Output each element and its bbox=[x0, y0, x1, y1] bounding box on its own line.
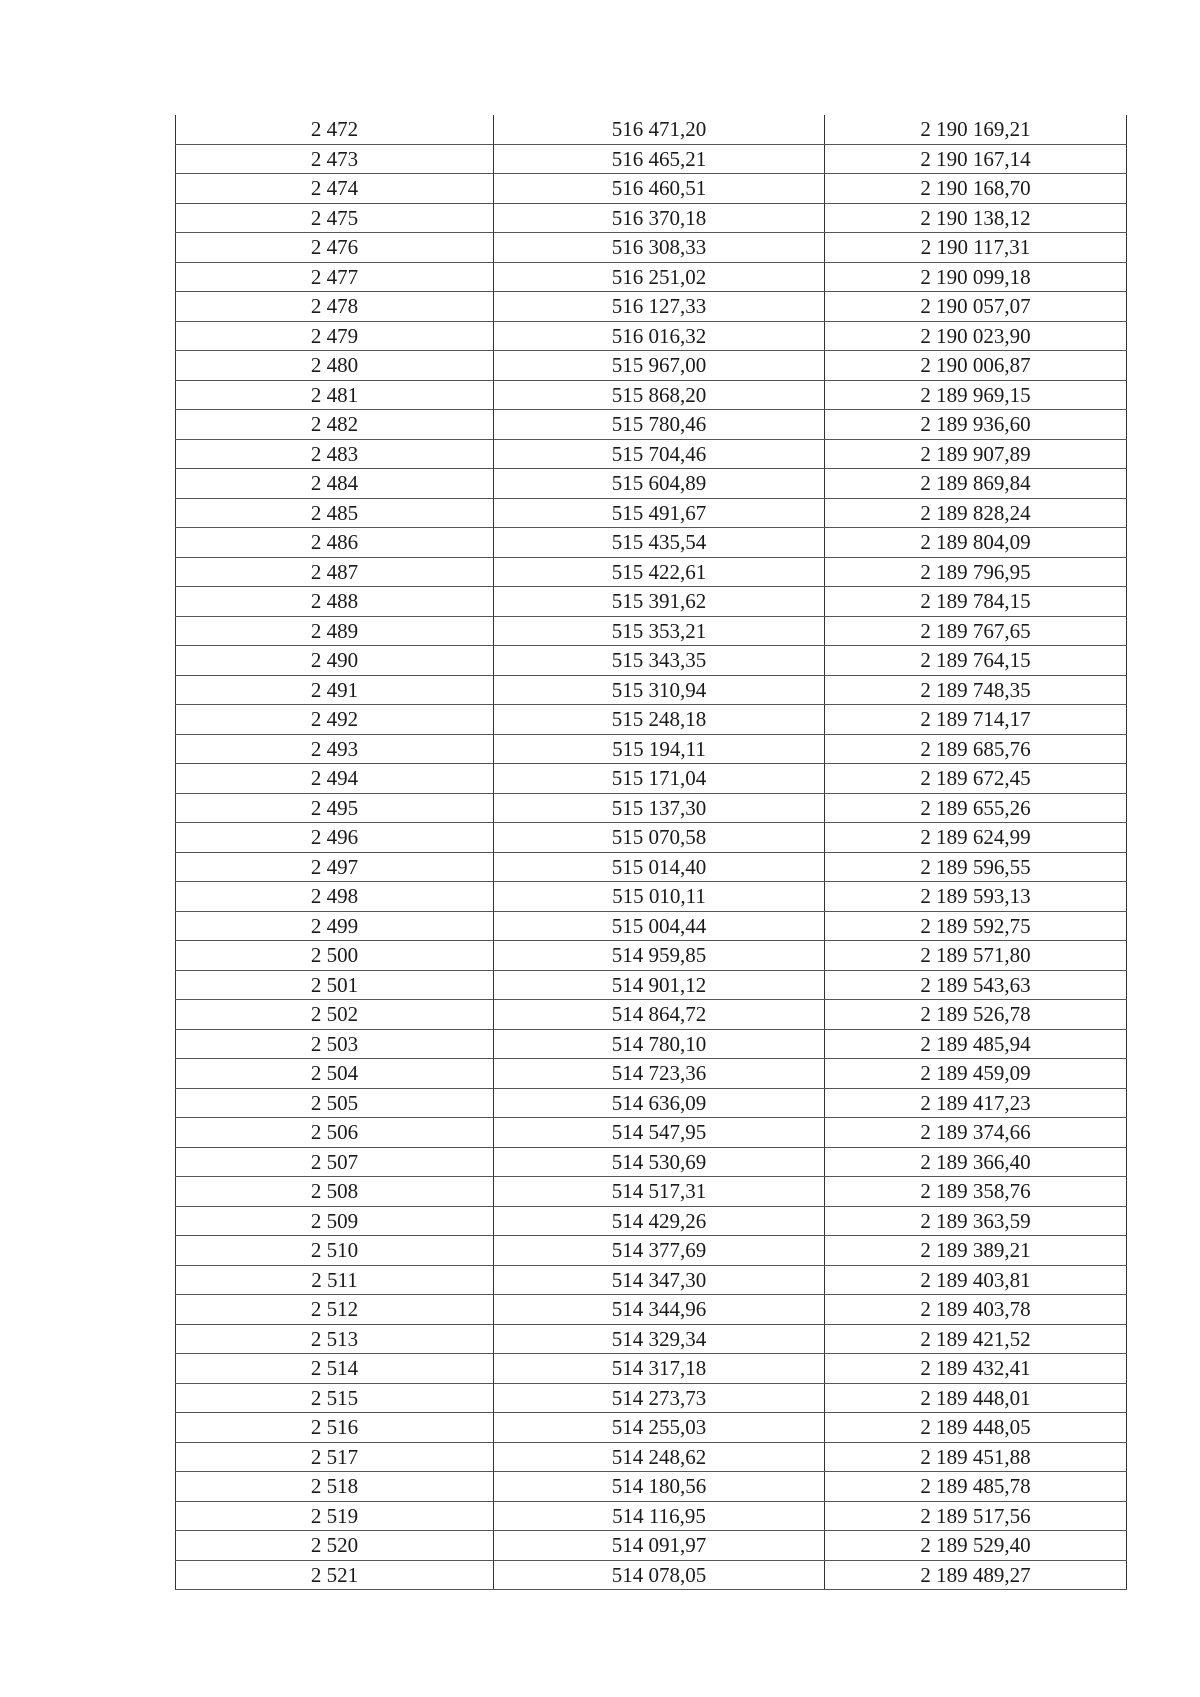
point-number-cell: 2 477 bbox=[176, 262, 494, 292]
x-coordinate-cell: 515 868,20 bbox=[494, 380, 825, 410]
y-coordinate-cell: 2 190 167,14 bbox=[825, 144, 1127, 174]
y-coordinate-cell: 2 189 767,65 bbox=[825, 616, 1127, 646]
point-number-cell: 2 475 bbox=[176, 203, 494, 233]
x-coordinate-cell: 515 967,00 bbox=[494, 351, 825, 381]
table-row bbox=[176, 705, 1127, 735]
table-row bbox=[176, 646, 1127, 676]
y-coordinate-cell: 2 189 869,84 bbox=[825, 469, 1127, 499]
point-number-cell: 2 499 bbox=[176, 911, 494, 941]
table-row bbox=[176, 292, 1127, 322]
x-coordinate-cell: 515 604,89 bbox=[494, 469, 825, 499]
y-coordinate-cell: 2 189 936,60 bbox=[825, 410, 1127, 440]
y-coordinate-cell: 2 189 655,26 bbox=[825, 793, 1127, 823]
table-row bbox=[176, 823, 1127, 853]
table-row bbox=[176, 351, 1127, 381]
table-row bbox=[176, 380, 1127, 410]
y-coordinate-cell: 2 190 168,70 bbox=[825, 174, 1127, 204]
point-number-cell: 2 508 bbox=[176, 1177, 494, 1207]
x-coordinate-cell: 514 317,18 bbox=[494, 1354, 825, 1384]
y-coordinate-cell: 2 189 417,23 bbox=[825, 1088, 1127, 1118]
y-coordinate-cell: 2 189 596,55 bbox=[825, 852, 1127, 882]
table-row bbox=[176, 233, 1127, 263]
x-coordinate-cell: 515 070,58 bbox=[494, 823, 825, 853]
point-number-cell: 2 512 bbox=[176, 1295, 494, 1325]
x-coordinate-cell: 516 460,51 bbox=[494, 174, 825, 204]
y-coordinate-cell: 2 189 593,13 bbox=[825, 882, 1127, 912]
point-number-cell: 2 519 bbox=[176, 1501, 494, 1531]
x-coordinate-cell: 515 491,67 bbox=[494, 498, 825, 528]
x-coordinate-cell: 516 465,21 bbox=[494, 144, 825, 174]
y-coordinate-cell: 2 189 526,78 bbox=[825, 1000, 1127, 1030]
table-row bbox=[176, 1029, 1127, 1059]
y-coordinate-cell: 2 189 624,99 bbox=[825, 823, 1127, 853]
x-coordinate-cell: 514 636,09 bbox=[494, 1088, 825, 1118]
point-number-cell: 2 486 bbox=[176, 528, 494, 558]
point-number-cell: 2 498 bbox=[176, 882, 494, 912]
table-row bbox=[176, 1088, 1127, 1118]
table-row bbox=[176, 1501, 1127, 1531]
table-row bbox=[176, 174, 1127, 204]
point-number-cell: 2 500 bbox=[176, 941, 494, 971]
x-coordinate-cell: 515 248,18 bbox=[494, 705, 825, 735]
point-number-cell: 2 487 bbox=[176, 557, 494, 587]
table-row bbox=[176, 1059, 1127, 1089]
point-number-cell: 2 480 bbox=[176, 351, 494, 381]
y-coordinate-cell: 2 189 517,56 bbox=[825, 1501, 1127, 1531]
table-row bbox=[176, 1354, 1127, 1384]
point-number-cell: 2 485 bbox=[176, 498, 494, 528]
y-coordinate-cell: 2 189 403,78 bbox=[825, 1295, 1127, 1325]
table-row bbox=[176, 1560, 1127, 1590]
table-row bbox=[176, 439, 1127, 469]
point-number-cell: 2 478 bbox=[176, 292, 494, 322]
point-number-cell: 2 516 bbox=[176, 1413, 494, 1443]
point-number-cell: 2 472 bbox=[176, 115, 494, 144]
table-row bbox=[176, 1000, 1127, 1030]
point-number-cell: 2 484 bbox=[176, 469, 494, 499]
table-row bbox=[176, 793, 1127, 823]
point-number-cell: 2 503 bbox=[176, 1029, 494, 1059]
point-number-cell: 2 489 bbox=[176, 616, 494, 646]
y-coordinate-cell: 2 189 448,01 bbox=[825, 1383, 1127, 1413]
y-coordinate-cell: 2 189 489,27 bbox=[825, 1560, 1127, 1590]
table-row bbox=[176, 262, 1127, 292]
x-coordinate-cell: 515 704,46 bbox=[494, 439, 825, 469]
y-coordinate-cell: 2 189 784,15 bbox=[825, 587, 1127, 617]
x-coordinate-cell: 514 901,12 bbox=[494, 970, 825, 1000]
x-coordinate-cell: 514 780,10 bbox=[494, 1029, 825, 1059]
point-number-cell: 2 506 bbox=[176, 1118, 494, 1148]
x-coordinate-cell: 515 391,62 bbox=[494, 587, 825, 617]
y-coordinate-cell: 2 189 685,76 bbox=[825, 734, 1127, 764]
point-number-cell: 2 488 bbox=[176, 587, 494, 617]
table-row bbox=[176, 1265, 1127, 1295]
table-row bbox=[176, 1177, 1127, 1207]
table-row bbox=[176, 587, 1127, 617]
table-row bbox=[176, 557, 1127, 587]
point-number-cell: 2 502 bbox=[176, 1000, 494, 1030]
x-coordinate-cell: 514 180,56 bbox=[494, 1472, 825, 1502]
point-number-cell: 2 510 bbox=[176, 1236, 494, 1266]
point-number-cell: 2 481 bbox=[176, 380, 494, 410]
x-coordinate-cell: 514 864,72 bbox=[494, 1000, 825, 1030]
table-row bbox=[176, 1472, 1127, 1502]
x-coordinate-cell: 514 116,95 bbox=[494, 1501, 825, 1531]
y-coordinate-cell: 2 189 363,59 bbox=[825, 1206, 1127, 1236]
x-coordinate-cell: 514 517,31 bbox=[494, 1177, 825, 1207]
table-row bbox=[176, 1295, 1127, 1325]
x-coordinate-cell: 515 004,44 bbox=[494, 911, 825, 941]
table-row bbox=[176, 469, 1127, 499]
point-number-cell: 2 509 bbox=[176, 1206, 494, 1236]
y-coordinate-cell: 2 189 828,24 bbox=[825, 498, 1127, 528]
point-number-cell: 2 497 bbox=[176, 852, 494, 882]
y-coordinate-cell: 2 189 764,15 bbox=[825, 646, 1127, 676]
x-coordinate-cell: 515 422,61 bbox=[494, 557, 825, 587]
y-coordinate-cell: 2 189 543,63 bbox=[825, 970, 1127, 1000]
y-coordinate-cell: 2 189 485,94 bbox=[825, 1029, 1127, 1059]
point-number-cell: 2 511 bbox=[176, 1265, 494, 1295]
y-coordinate-cell: 2 189 403,81 bbox=[825, 1265, 1127, 1295]
x-coordinate-cell: 514 091,97 bbox=[494, 1531, 825, 1561]
table-row bbox=[176, 616, 1127, 646]
point-number-cell: 2 490 bbox=[176, 646, 494, 676]
table-row bbox=[176, 970, 1127, 1000]
table-row bbox=[176, 734, 1127, 764]
table-row bbox=[176, 1118, 1127, 1148]
table-row bbox=[176, 144, 1127, 174]
table-row bbox=[176, 675, 1127, 705]
table-row bbox=[176, 1413, 1127, 1443]
table-row bbox=[176, 321, 1127, 351]
point-number-cell: 2 507 bbox=[176, 1147, 494, 1177]
point-number-cell: 2 491 bbox=[176, 675, 494, 705]
point-number-cell: 2 483 bbox=[176, 439, 494, 469]
y-coordinate-cell: 2 190 169,21 bbox=[825, 115, 1127, 144]
table-row bbox=[176, 941, 1127, 971]
coordinates-table-body bbox=[176, 115, 1127, 1590]
y-coordinate-cell: 2 189 969,15 bbox=[825, 380, 1127, 410]
table-row bbox=[176, 203, 1127, 233]
table-row bbox=[176, 1236, 1127, 1266]
table-row bbox=[176, 1442, 1127, 1472]
x-coordinate-cell: 514 547,95 bbox=[494, 1118, 825, 1148]
y-coordinate-cell: 2 190 117,31 bbox=[825, 233, 1127, 263]
y-coordinate-cell: 2 189 796,95 bbox=[825, 557, 1127, 587]
point-number-cell: 2 492 bbox=[176, 705, 494, 735]
point-number-cell: 2 517 bbox=[176, 1442, 494, 1472]
x-coordinate-cell: 515 353,21 bbox=[494, 616, 825, 646]
x-coordinate-cell: 515 171,04 bbox=[494, 764, 825, 794]
y-coordinate-cell: 2 189 451,88 bbox=[825, 1442, 1127, 1472]
point-number-cell: 2 474 bbox=[176, 174, 494, 204]
table-row bbox=[176, 498, 1127, 528]
y-coordinate-cell: 2 190 099,18 bbox=[825, 262, 1127, 292]
x-coordinate-cell: 515 435,54 bbox=[494, 528, 825, 558]
table-row bbox=[176, 528, 1127, 558]
y-coordinate-cell: 2 189 374,66 bbox=[825, 1118, 1127, 1148]
point-number-cell: 2 494 bbox=[176, 764, 494, 794]
point-number-cell: 2 504 bbox=[176, 1059, 494, 1089]
x-coordinate-cell: 514 255,03 bbox=[494, 1413, 825, 1443]
x-coordinate-cell: 516 471,20 bbox=[494, 115, 825, 144]
x-coordinate-cell: 515 310,94 bbox=[494, 675, 825, 705]
y-coordinate-cell: 2 189 389,21 bbox=[825, 1236, 1127, 1266]
point-number-cell: 2 473 bbox=[176, 144, 494, 174]
table-row bbox=[176, 1206, 1127, 1236]
x-coordinate-cell: 514 530,69 bbox=[494, 1147, 825, 1177]
x-coordinate-cell: 514 429,26 bbox=[494, 1206, 825, 1236]
y-coordinate-cell: 2 189 432,41 bbox=[825, 1354, 1127, 1384]
table-row bbox=[176, 1383, 1127, 1413]
y-coordinate-cell: 2 189 421,52 bbox=[825, 1324, 1127, 1354]
table-row bbox=[176, 1531, 1127, 1561]
table-row bbox=[176, 410, 1127, 440]
x-coordinate-cell: 514 078,05 bbox=[494, 1560, 825, 1590]
table-row bbox=[176, 115, 1127, 144]
y-coordinate-cell: 2 190 006,87 bbox=[825, 351, 1127, 381]
y-coordinate-cell: 2 190 138,12 bbox=[825, 203, 1127, 233]
x-coordinate-cell: 514 248,62 bbox=[494, 1442, 825, 1472]
point-number-cell: 2 476 bbox=[176, 233, 494, 263]
x-coordinate-cell: 516 370,18 bbox=[494, 203, 825, 233]
x-coordinate-cell: 514 959,85 bbox=[494, 941, 825, 971]
x-coordinate-cell: 516 127,33 bbox=[494, 292, 825, 322]
y-coordinate-cell: 2 189 592,75 bbox=[825, 911, 1127, 941]
table-row bbox=[176, 764, 1127, 794]
point-number-cell: 2 493 bbox=[176, 734, 494, 764]
table-row bbox=[176, 852, 1127, 882]
y-coordinate-cell: 2 189 571,80 bbox=[825, 941, 1127, 971]
y-coordinate-cell: 2 189 714,17 bbox=[825, 705, 1127, 735]
x-coordinate-cell: 515 014,40 bbox=[494, 852, 825, 882]
x-coordinate-cell: 514 377,69 bbox=[494, 1236, 825, 1266]
x-coordinate-cell: 514 347,30 bbox=[494, 1265, 825, 1295]
y-coordinate-cell: 2 190 023,90 bbox=[825, 321, 1127, 351]
table-row bbox=[176, 1324, 1127, 1354]
table-row bbox=[176, 911, 1127, 941]
point-number-cell: 2 515 bbox=[176, 1383, 494, 1413]
y-coordinate-cell: 2 189 804,09 bbox=[825, 528, 1127, 558]
x-coordinate-cell: 515 780,46 bbox=[494, 410, 825, 440]
x-coordinate-cell: 514 329,34 bbox=[494, 1324, 825, 1354]
y-coordinate-cell: 2 189 485,78 bbox=[825, 1472, 1127, 1502]
point-number-cell: 2 514 bbox=[176, 1354, 494, 1384]
x-coordinate-cell: 516 308,33 bbox=[494, 233, 825, 263]
y-coordinate-cell: 2 189 459,09 bbox=[825, 1059, 1127, 1089]
x-coordinate-cell: 514 273,73 bbox=[494, 1383, 825, 1413]
point-number-cell: 2 518 bbox=[176, 1472, 494, 1502]
point-number-cell: 2 505 bbox=[176, 1088, 494, 1118]
point-number-cell: 2 521 bbox=[176, 1560, 494, 1590]
y-coordinate-cell: 2 189 366,40 bbox=[825, 1147, 1127, 1177]
y-coordinate-cell: 2 189 907,89 bbox=[825, 439, 1127, 469]
x-coordinate-cell: 515 194,11 bbox=[494, 734, 825, 764]
x-coordinate-cell: 515 343,35 bbox=[494, 646, 825, 676]
coordinates-table bbox=[175, 115, 1127, 1590]
y-coordinate-cell: 2 189 529,40 bbox=[825, 1531, 1127, 1561]
x-coordinate-cell: 516 016,32 bbox=[494, 321, 825, 351]
point-number-cell: 2 520 bbox=[176, 1531, 494, 1561]
point-number-cell: 2 513 bbox=[176, 1324, 494, 1354]
x-coordinate-cell: 515 010,11 bbox=[494, 882, 825, 912]
y-coordinate-cell: 2 189 358,76 bbox=[825, 1177, 1127, 1207]
point-number-cell: 2 479 bbox=[176, 321, 494, 351]
y-coordinate-cell: 2 189 448,05 bbox=[825, 1413, 1127, 1443]
x-coordinate-cell: 515 137,30 bbox=[494, 793, 825, 823]
x-coordinate-cell: 516 251,02 bbox=[494, 262, 825, 292]
y-coordinate-cell: 2 190 057,07 bbox=[825, 292, 1127, 322]
point-number-cell: 2 482 bbox=[176, 410, 494, 440]
table-row bbox=[176, 1147, 1127, 1177]
y-coordinate-cell: 2 189 748,35 bbox=[825, 675, 1127, 705]
x-coordinate-cell: 514 344,96 bbox=[494, 1295, 825, 1325]
point-number-cell: 2 501 bbox=[176, 970, 494, 1000]
point-number-cell: 2 495 bbox=[176, 793, 494, 823]
y-coordinate-cell: 2 189 672,45 bbox=[825, 764, 1127, 794]
x-coordinate-cell: 514 723,36 bbox=[494, 1059, 825, 1089]
point-number-cell: 2 496 bbox=[176, 823, 494, 853]
table-row bbox=[176, 882, 1127, 912]
